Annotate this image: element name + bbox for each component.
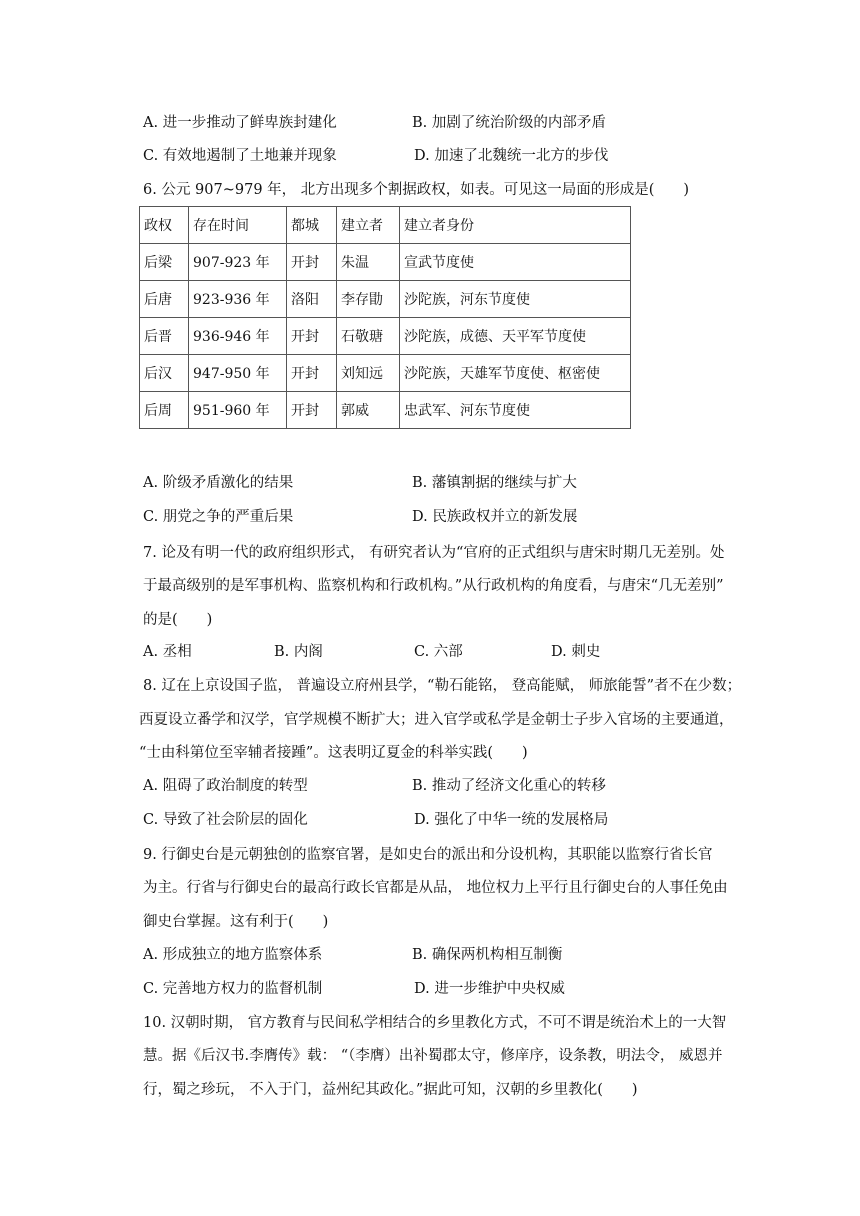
table-cell: 宣武节度使 [400,244,631,281]
q8-stem-line: 西夏设立番学和汉学，官学规模不断扩大；进入官学或私学是金朝士子步入官场的主要通道， [139,712,734,728]
q9-stem-line: 为主。行省与行御史台的最高行政长官都是从品， 地位权力上平行且行御史台的人事任免由 [143,880,728,896]
q6-option-d[interactable]: D. 民族政权并立的新发展 [412,509,578,525]
q8-option-b[interactable]: B. 推动了经济文化重心的转移 [412,778,606,794]
table-row [140,318,631,355]
q9-option-a[interactable]: A. 形成独立的地方监察体系 [143,947,323,963]
q9-option-c[interactable]: C. 完善地方权力的监督机制 [143,981,323,997]
table-cell: 开封 [287,318,337,355]
table-cell: 后唐 [140,281,189,318]
q5-option-a[interactable]: A. 进一步推动了鲜卑族封建化 [143,115,337,131]
q6-stem: 6. 公元 907~979 年， 北方出现多个割据政权，如表。可见这一局面的形成是( ) [143,182,690,198]
table-cell: 洛阳 [287,281,337,318]
q7-stem-line: 于最高级别的是军事机构、监察机构和行政机构。”从行政机构的角度看，与唐宋“几无差别” [143,578,724,594]
table-cell: 907-923 年 [189,244,287,281]
table-cell: 936-946 年 [189,318,287,355]
table-cell: 朱温 [337,244,400,281]
q9-stem-line: 御史台掌握。这有利于( ) [143,914,329,930]
q8-stem-line: “士由科第位至宰辅者接踵”。这表明辽夏金的科举实践( ) [139,745,528,761]
table-cell: 951-960 年 [189,392,287,429]
table-cell: 后梁 [140,244,189,281]
table-row [140,392,631,429]
q7-option-c[interactable]: C. 六部 [414,644,463,660]
table-cell: 开封 [287,244,337,281]
table-cell: 后晋 [140,318,189,355]
q5-option-c[interactable]: C. 有效地遏制了土地兼并现象 [143,148,337,164]
q10-stem-line: 行，蜀之珍玩， 不入于门，益州纪其政化。”据此可知，汉朝的乡里教化( ) [143,1082,638,1098]
table-row [140,281,631,318]
table-row [140,244,631,281]
table-cell: 石敬瑭 [337,318,400,355]
table-cell: 后周 [140,392,189,429]
table-header-cell: 建立者身份 [400,207,631,244]
table-cell: 沙陀族，河东节度使 [400,281,631,318]
regimes-table [139,206,631,429]
q7-option-a[interactable]: A. 丞相 [143,644,192,660]
table-header-cell: 建立者 [337,207,400,244]
q10-stem-line: 慧。据《后汉书.李膺传》载： “（李膺）出补蜀郡太守，修庠序，设条教，明法令， 威恩并 [143,1048,723,1064]
q9-option-d[interactable]: D. 进一步维护中央权威 [414,981,565,997]
q8-option-d[interactable]: D. 强化了中华一统的发展格局 [414,812,609,828]
table-cell: 沙陀族，成德、天平军节度使 [400,318,631,355]
q9-stem-line: 9. 行御史台是元朝独创的监察官署，是如史台的派出和分设机构，其职能以监察行省长官 [143,847,713,863]
q7-option-b[interactable]: B. 内阁 [274,644,323,660]
q8-option-c[interactable]: C. 导致了社会阶层的固化 [143,812,308,828]
q9-option-b[interactable]: B. 确保两机构相互制衡 [412,947,563,963]
table-cell: 沙陀族，天雄军节度使、枢密使 [400,355,631,392]
table-header-row [140,207,631,244]
q10-stem-line: 10. 汉朝时期， 官方教育与民间私学相结合的乡里教化方式，不可不谓是统治术上的一大智 [143,1015,727,1031]
table-cell: 刘知远 [337,355,400,392]
q7-option-d[interactable]: D. 刺史 [551,644,601,660]
q5-option-b[interactable]: B. 加剧了统治阶级的内部矛盾 [412,115,606,131]
table-cell: 郭威 [337,392,400,429]
table-header-cell: 都城 [287,207,337,244]
table-header-cell: 政权 [140,207,189,244]
q8-stem-line: 8. 辽在上京设国子监， 普遍设立府州县学，“勒石能铭， 登高能赋， 师旅能誓”者不在少数； [143,678,742,694]
q6-option-a[interactable]: A. 阶级矛盾激化的结果 [143,475,294,491]
q7-stem-line: 7. 论及有明一代的政府组织形式， 有研究者认为“官府的正式组织与唐宋时期几无差别。处 [143,545,725,561]
table-cell: 后汉 [140,355,189,392]
table-cell: 忠武军、河东节度使 [400,392,631,429]
q5-option-d[interactable]: D. 加速了北魏统一北方的步伐 [414,148,609,164]
table-cell: 开封 [287,392,337,429]
q8-option-a[interactable]: A. 阻碍了政治制度的转型 [143,778,308,794]
q7-stem-line: 的是( ) [143,612,213,628]
table-cell: 开封 [287,355,337,392]
table-header-cell: 存在时间 [189,207,287,244]
table-cell: 李存勖 [337,281,400,318]
table-cell: 923-936 年 [189,281,287,318]
table-cell: 947-950 年 [189,355,287,392]
q6-option-c[interactable]: C. 朋党之争的严重后果 [143,509,294,525]
q6-option-b[interactable]: B. 藩镇割据的继续与扩大 [412,475,577,491]
table-row [140,355,631,392]
